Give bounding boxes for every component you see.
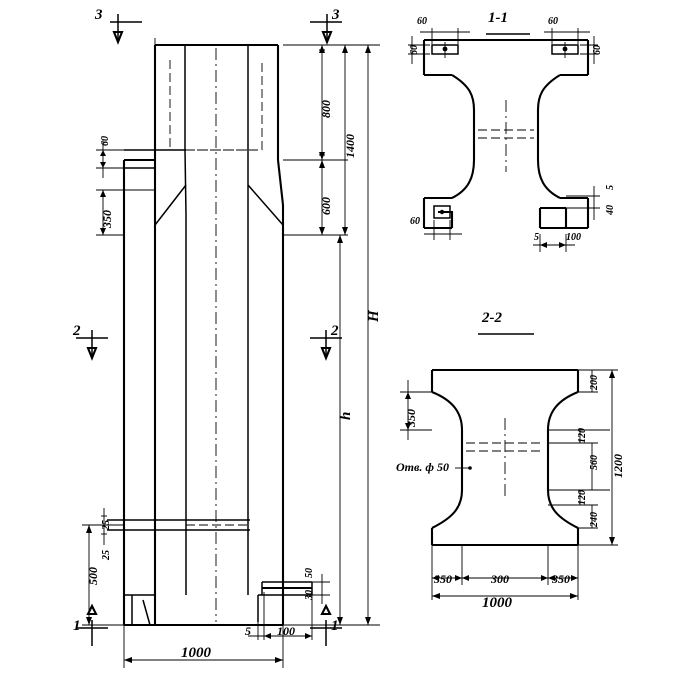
- dim-5-bottom: 5: [245, 624, 251, 638]
- s22-560: 560: [589, 455, 600, 470]
- s22-1200: 1200: [611, 454, 625, 478]
- dim-800: 800: [319, 100, 333, 118]
- section-2-2-view: [400, 34, 618, 600]
- s11-5-br: 5: [534, 232, 539, 243]
- s22-350-b1: 350: [434, 572, 452, 586]
- mark-2-right: 2: [331, 323, 339, 339]
- dim-h: h: [338, 411, 354, 420]
- mark-3-right: 3: [332, 7, 340, 23]
- dim-350: 350: [100, 210, 114, 228]
- dim-50-bottom: 50: [304, 568, 315, 578]
- s11-60-tl: 60: [417, 16, 427, 27]
- dim-1000-bottom: 1000: [181, 645, 211, 661]
- dim-500: 500: [86, 567, 100, 585]
- s22-300-b: 300: [491, 572, 509, 586]
- s22-120a: 120: [577, 428, 588, 443]
- s22-120b: 120: [577, 490, 588, 505]
- s11-100-b: 100: [566, 232, 581, 243]
- s11-40-r: 40: [605, 205, 616, 215]
- s22-1000-b: 1000: [482, 595, 512, 611]
- s22-350-l: 350: [404, 409, 418, 427]
- mark-1-left: 1: [73, 618, 81, 634]
- dim-30-bottom: 30: [304, 590, 315, 600]
- section-title-2-2: 2-2: [482, 310, 502, 326]
- s22-240: 240: [589, 512, 600, 527]
- s22-200: 200: [589, 375, 600, 390]
- s11-60-tr: 60: [548, 16, 558, 27]
- elevation-view: [76, 14, 380, 668]
- dim-60-top: 60: [100, 136, 111, 146]
- s11-60-lv: 60: [409, 45, 420, 55]
- mark-1-right: 1: [331, 618, 339, 634]
- mark-2-left: 2: [73, 323, 81, 339]
- dim-100-bottom: 100: [277, 624, 295, 638]
- dim-25b: 25: [101, 550, 112, 560]
- dim-25a: 25: [101, 520, 112, 530]
- note-hole: Отв. ф 50: [396, 460, 449, 474]
- section-1-1-view: [408, 28, 600, 252]
- s11-60-bl: 60: [410, 216, 420, 227]
- dim-H: H: [366, 310, 382, 322]
- s22-350-b2: 350: [552, 572, 570, 586]
- dim-1400: 1400: [343, 134, 357, 158]
- dim-600: 600: [319, 197, 333, 215]
- mark-3-left: 3: [95, 7, 103, 23]
- section-title-1-1: 1-1: [488, 10, 508, 26]
- s11-60-rv: 60: [592, 45, 603, 55]
- s11-5-r: 5: [605, 185, 616, 190]
